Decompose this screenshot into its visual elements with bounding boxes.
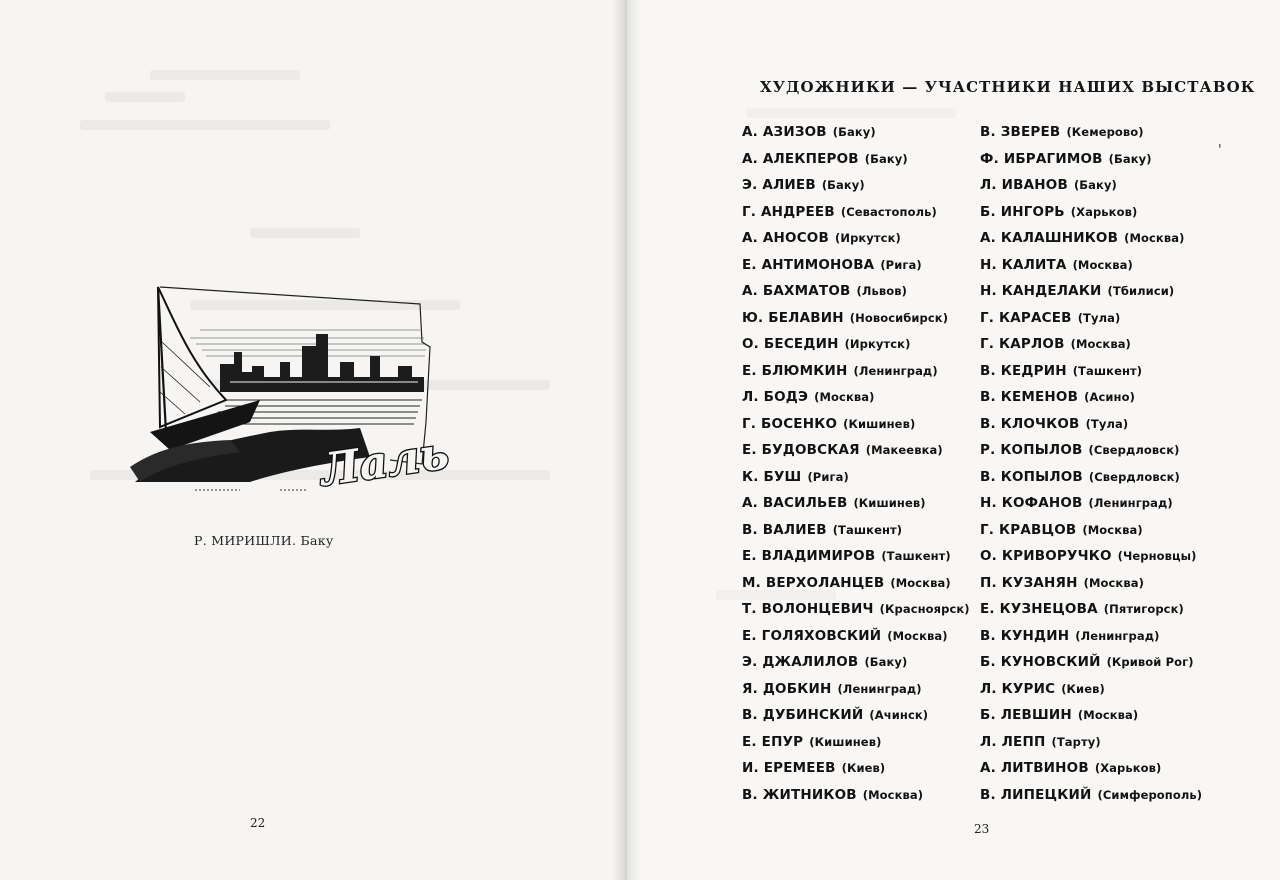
artist-entry bbox=[742, 118, 982, 145]
sailboat-city-illustration bbox=[130, 282, 452, 497]
artist-city: (Москва) bbox=[862, 787, 924, 802]
artist-entry bbox=[980, 516, 1220, 543]
artist-city: (Кемерово) bbox=[1066, 125, 1144, 139]
artist-city: (Баку) bbox=[864, 655, 908, 669]
artist-city: (Львов) bbox=[856, 284, 907, 298]
show-through-mark bbox=[746, 108, 956, 118]
artist-name: Н. КАНДЕЛАКИ bbox=[980, 283, 1102, 299]
artist-city: (Красноярск) bbox=[879, 602, 970, 616]
artist-name: А. АЗИЗОВ bbox=[742, 124, 827, 140]
artist-city: (Москва) bbox=[1082, 522, 1143, 537]
artist-entry bbox=[742, 463, 982, 490]
artist-entry bbox=[980, 118, 1220, 145]
artist-name: А. АНОСОВ bbox=[742, 230, 829, 246]
artist-entry bbox=[980, 595, 1220, 622]
artist-entry bbox=[742, 145, 982, 172]
artist-city: (Москва) bbox=[890, 575, 951, 590]
artist-entry bbox=[742, 410, 982, 437]
show-through-mark bbox=[80, 120, 330, 130]
artist-entry bbox=[742, 224, 982, 251]
artist-city: (Пятигорск) bbox=[1103, 602, 1184, 616]
artist-city: (Ленинград) bbox=[1075, 628, 1160, 643]
artist-entry bbox=[980, 171, 1220, 198]
artist-name: А. КАЛАШНИКОВ bbox=[980, 230, 1119, 246]
artist-name: А. ВАСИЛЬЕВ bbox=[742, 495, 848, 511]
artist-entry bbox=[980, 569, 1220, 596]
artist-entry bbox=[742, 754, 982, 781]
artist-city: (Москва) bbox=[1083, 575, 1144, 590]
artist-name: В. КЕДРИН bbox=[980, 362, 1067, 379]
artist-city: (Симферополь) bbox=[1097, 787, 1203, 802]
artist-city: (Москва) bbox=[887, 628, 948, 643]
artist-entry bbox=[980, 489, 1220, 516]
artist-name: Г. КАРАСЕВ bbox=[980, 309, 1072, 326]
artist-city: (Москва) bbox=[1077, 708, 1139, 722]
artist-name: Е. БЛЮМКИН bbox=[742, 362, 848, 379]
artist-city: (Харьков) bbox=[1094, 761, 1162, 775]
artist-name: Е. ВЛАДИМИРОВ bbox=[742, 548, 876, 564]
margin-mark: ' bbox=[1218, 143, 1222, 158]
artist-city: (Рига) bbox=[880, 257, 922, 272]
artist-city: (Севастополь) bbox=[840, 204, 937, 219]
artist-name: Б. ИНГОРЬ bbox=[980, 203, 1065, 220]
artist-name: М. ВЕРХОЛАНЦЕВ bbox=[742, 574, 885, 591]
artist-city: (Кишинев) bbox=[809, 734, 882, 749]
artist-list-left-column bbox=[742, 118, 982, 807]
artist-name: Б. КУНОВСКИЙ bbox=[980, 654, 1101, 670]
artist-name: В. КЛОЧКОВ bbox=[980, 415, 1080, 432]
artist-city: (Асино) bbox=[1084, 390, 1135, 404]
artist-name: В. КУНДИН bbox=[980, 627, 1070, 644]
artist-name: Э. АЛИЕВ bbox=[742, 177, 816, 193]
artist-entry bbox=[980, 436, 1220, 463]
artist-entry bbox=[742, 198, 982, 225]
artist-city: (Кривой Рог) bbox=[1106, 655, 1194, 669]
artist-entry bbox=[980, 754, 1220, 781]
artist-entry bbox=[980, 622, 1220, 649]
artist-name: В. ЛИПЕЦКИЙ bbox=[980, 786, 1092, 803]
artist-name: Е. АНТИМОНОВА bbox=[742, 256, 875, 273]
artist-name: Т. ВОЛОНЦЕВИЧ bbox=[742, 601, 874, 617]
artist-city: (Кишинев) bbox=[853, 496, 926, 510]
artist-name: П. КУЗАНЯН bbox=[980, 574, 1078, 591]
artist-name: Н. КАЛИТА bbox=[980, 256, 1067, 273]
artist-city: (Баку) bbox=[832, 125, 876, 139]
artist-name: О. БЕСЕДИН bbox=[742, 336, 839, 352]
artist-entry bbox=[742, 781, 982, 808]
artist-city: (Москва) bbox=[1072, 257, 1133, 272]
artist-name: В. ЖИТНИКОВ bbox=[742, 786, 857, 803]
artist-city: (Иркутск) bbox=[844, 337, 911, 351]
artist-city: (Баку) bbox=[821, 178, 865, 192]
artist-city: (Тбилиси) bbox=[1107, 284, 1175, 298]
artist-name: К. БУШ bbox=[742, 468, 802, 485]
artist-name: Я. ДОБКИН bbox=[742, 680, 832, 697]
artist-entry bbox=[742, 701, 982, 728]
artist-entry bbox=[742, 436, 982, 463]
artist-name: Л. БОДЭ bbox=[742, 389, 809, 405]
artist-entry bbox=[742, 622, 982, 649]
artist-entry bbox=[742, 569, 982, 596]
artist-entry bbox=[980, 675, 1220, 702]
artist-name: В. ДУБИНСКИЙ bbox=[742, 707, 864, 723]
artist-name: Л. ИВАНОВ bbox=[980, 177, 1068, 193]
illustration-lettering: Лаль bbox=[317, 427, 452, 497]
artist-entry bbox=[980, 277, 1220, 304]
artist-entry bbox=[742, 357, 982, 384]
artist-name: Э. ДЖАЛИЛОВ bbox=[742, 654, 859, 670]
artist-city: (Ташкент) bbox=[1072, 363, 1143, 378]
artist-name: Б. ЛЕВШИН bbox=[980, 707, 1072, 723]
page-number-right: 23 bbox=[974, 822, 990, 836]
artist-city: (Ташкент) bbox=[881, 549, 951, 563]
artist-city: (Макеевка) bbox=[865, 443, 943, 457]
artist-entry bbox=[980, 251, 1220, 278]
artist-city: (Ачинск) bbox=[869, 708, 929, 722]
artist-city: (Свердловск) bbox=[1088, 469, 1180, 484]
artist-entry bbox=[742, 648, 982, 675]
artist-entry bbox=[742, 171, 982, 198]
artist-list-right-column bbox=[980, 118, 1220, 807]
artist-city: (Свердловск) bbox=[1088, 443, 1180, 457]
artist-city: (Баку) bbox=[864, 151, 908, 166]
artist-entry bbox=[742, 516, 982, 543]
artist-city: (Черновцы) bbox=[1117, 549, 1197, 563]
illustration-caption: Р. МИРИШЛИ. Баку bbox=[194, 533, 334, 548]
artist-entry bbox=[742, 330, 982, 357]
artist-name: Ю. БЕЛАВИН bbox=[742, 309, 844, 326]
artist-name: Г. КАРЛОВ bbox=[980, 336, 1065, 352]
show-through-mark bbox=[250, 228, 360, 238]
artist-name: Г. КРАВЦОВ bbox=[980, 521, 1077, 538]
show-through-mark bbox=[150, 70, 300, 80]
artist-name: Ф. ИБРАГИМОВ bbox=[980, 150, 1103, 167]
artist-entry bbox=[980, 224, 1220, 251]
show-through-mark bbox=[105, 92, 185, 102]
artist-city: (Киев) bbox=[841, 761, 886, 775]
artist-entry bbox=[980, 145, 1220, 172]
artist-name: В. ЗВЕРЕВ bbox=[980, 124, 1061, 140]
artist-entry bbox=[980, 410, 1220, 437]
artist-name: Е. КУЗНЕЦОВА bbox=[980, 601, 1098, 617]
artist-name: В. КЕМЕНОВ bbox=[980, 389, 1079, 405]
artist-name: Г. БОСЕНКО bbox=[742, 415, 838, 432]
artist-name: В. ВАЛИЕВ bbox=[742, 521, 827, 538]
artist-name: Г. АНДРЕЕВ bbox=[742, 203, 835, 220]
artist-entry bbox=[980, 357, 1220, 384]
artist-name: А. АЛЕКПЕРОВ bbox=[742, 150, 859, 167]
artist-city: (Иркутск) bbox=[834, 231, 901, 245]
artist-entry bbox=[980, 304, 1220, 331]
artist-entry bbox=[980, 198, 1220, 225]
artist-entry bbox=[980, 701, 1220, 728]
artist-city: (Москва) bbox=[1124, 231, 1185, 245]
artist-city: (Кишинев) bbox=[843, 416, 916, 431]
page-number-left: 22 bbox=[250, 816, 266, 830]
artist-city: (Тула) bbox=[1077, 310, 1121, 325]
artist-entry bbox=[980, 330, 1220, 357]
artist-entry bbox=[980, 648, 1220, 675]
artist-entry bbox=[980, 463, 1220, 490]
artist-name: Е. ГОЛЯХОВСКИЙ bbox=[742, 627, 882, 644]
artist-name: Е. БУДОВСКАЯ bbox=[742, 442, 860, 458]
artist-entry bbox=[742, 277, 982, 304]
artist-name: А. БАХМАТОВ bbox=[742, 283, 851, 299]
artist-name: Л. ЛЕПП bbox=[980, 733, 1046, 750]
artist-city: (Харьков) bbox=[1070, 204, 1138, 219]
artist-name: А. ЛИТВИНОВ bbox=[980, 760, 1089, 776]
artist-city: (Ленинград) bbox=[1088, 496, 1173, 510]
left-page bbox=[0, 0, 626, 880]
artist-city: (Баку) bbox=[1073, 178, 1117, 192]
artist-entry bbox=[980, 542, 1220, 569]
artist-city: (Ленинград) bbox=[853, 363, 938, 378]
artist-entry bbox=[742, 304, 982, 331]
artist-entry bbox=[742, 675, 982, 702]
artist-entry bbox=[742, 489, 982, 516]
artist-entry bbox=[742, 542, 982, 569]
artist-entry bbox=[742, 728, 982, 755]
artist-entry bbox=[742, 595, 982, 622]
artist-city: (Новосибирск) bbox=[849, 310, 949, 325]
artist-city: (Тула) bbox=[1085, 416, 1129, 431]
artist-name: Л. КУРИС bbox=[980, 680, 1056, 697]
artist-name: В. КОПЫЛОВ bbox=[980, 468, 1083, 485]
artist-city: (Ташкент) bbox=[832, 522, 903, 537]
artist-name: Р. КОПЫЛОВ bbox=[980, 442, 1083, 458]
artist-entry bbox=[980, 781, 1220, 808]
page-heading: ХУДОЖНИКИ — УЧАСТНИКИ НАШИХ ВЫСТАВОК bbox=[760, 78, 1256, 96]
artist-entry bbox=[980, 728, 1220, 755]
artist-city: (Рига) bbox=[807, 469, 849, 484]
artist-entry bbox=[742, 251, 982, 278]
artist-name: О. КРИВОРУЧКО bbox=[980, 548, 1112, 564]
artist-entry bbox=[980, 383, 1220, 410]
artist-city: (Москва) bbox=[814, 390, 875, 404]
artist-entry bbox=[742, 383, 982, 410]
artist-city: (Москва) bbox=[1070, 337, 1131, 351]
artist-name: Н. КОФАНОВ bbox=[980, 495, 1083, 511]
artist-name: И. ЕРЕМЕЕВ bbox=[742, 760, 836, 776]
artist-city: (Киев) bbox=[1061, 681, 1105, 696]
artist-city: (Тарту) bbox=[1051, 734, 1101, 749]
artist-city: (Баку) bbox=[1108, 151, 1152, 166]
artist-city: (Ленинград) bbox=[837, 681, 922, 696]
artist-name: Е. ЕПУР bbox=[742, 733, 804, 750]
